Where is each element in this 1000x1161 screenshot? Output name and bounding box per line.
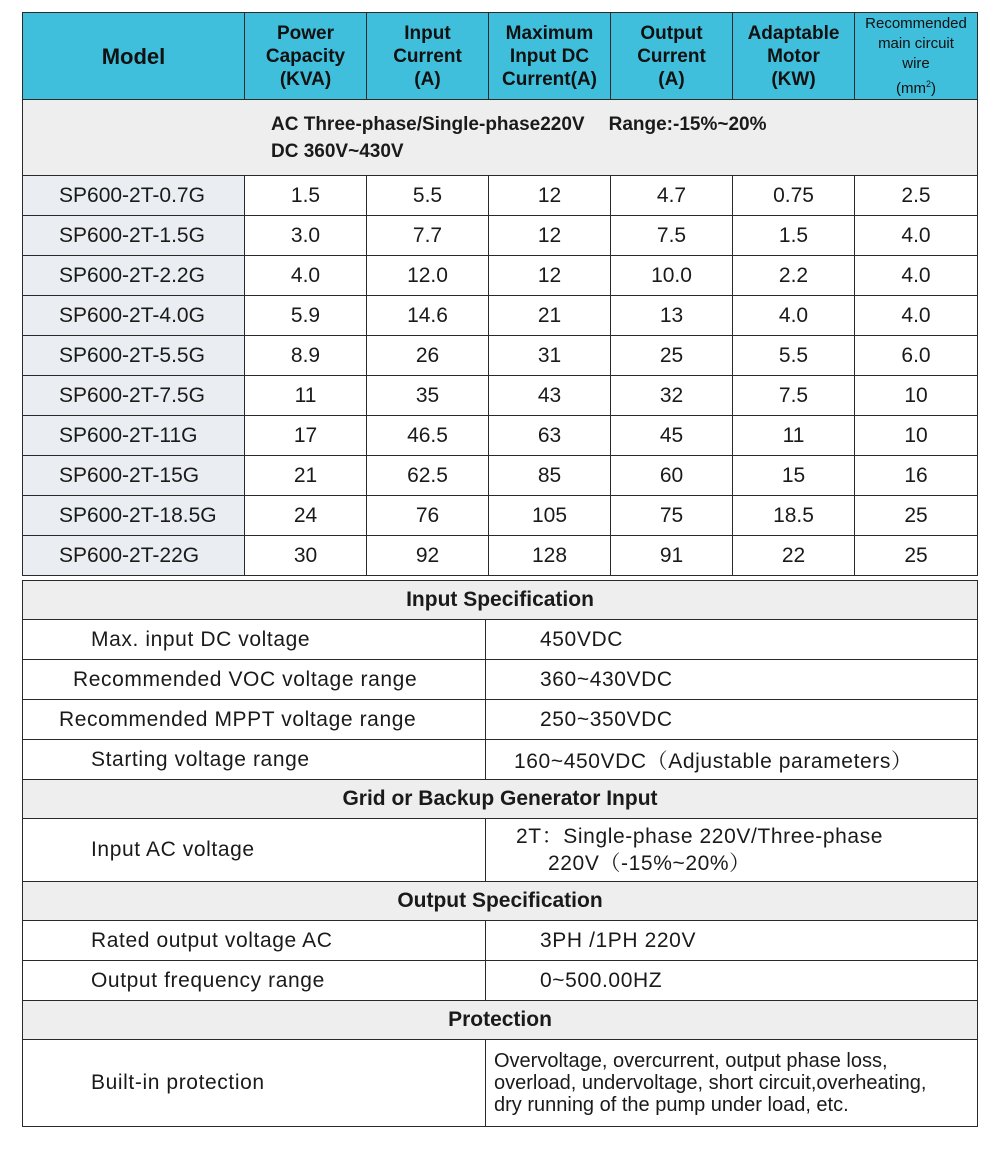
spec-label: Max. input DC voltage (23, 620, 486, 660)
header-model: Model (23, 13, 245, 100)
header-max-input-dc-current: Maximum Input DC Current(A) (489, 13, 611, 100)
value-cell: 16 (855, 456, 978, 496)
value-cell: 32 (611, 376, 733, 416)
range-line2: DC 360V~430V (271, 140, 404, 162)
value-cell: 3.0 (245, 216, 367, 256)
grid-input-heading: Grid or Backup Generator Input (23, 780, 978, 819)
input-spec-heading: Input Specification (23, 581, 978, 620)
range-line1-a: AC Three-phase/Single-phase220V (271, 113, 585, 135)
model-cell: SP600-2T-11G (23, 416, 245, 456)
value-cell: 62.5 (367, 456, 489, 496)
protection-heading: Protection (23, 1001, 978, 1040)
spec-value: 450VDC (486, 620, 978, 660)
value-cell: 6.0 (855, 336, 978, 376)
value-cell: 26 (367, 336, 489, 376)
header-adaptable-motor: Adaptable Motor (KW) (733, 13, 855, 100)
spec-row-built-in-protection (23, 1040, 978, 1127)
spec-row-mppt-range (23, 700, 978, 740)
value-cell: 92 (367, 536, 489, 576)
model-cell: SP600-2T-18.5G (23, 496, 245, 536)
value-cell: 2.5 (855, 176, 978, 216)
value-cell: 11 (733, 416, 855, 456)
value-cell: 10.0 (611, 256, 733, 296)
model-cell: SP600-2T-5.5G (23, 336, 245, 376)
value-cell: 12 (489, 256, 611, 296)
value-cell: 35 (367, 376, 489, 416)
spec-label: Output frequency range (23, 961, 486, 1001)
table-row (23, 376, 978, 416)
model-spec-table (22, 12, 978, 576)
value-cell: 4.0 (855, 256, 978, 296)
value-cell: 25 (611, 336, 733, 376)
table-row (23, 216, 978, 256)
spec-value: Overvoltage, overcurrent, output phase loss, overload, undervoltage, short circuit,overheating, dry running of the pump under load, etc. (486, 1040, 978, 1127)
value-cell: 91 (611, 536, 733, 576)
value-cell: 4.0 (245, 256, 367, 296)
range-line1-b: Range:-15%~20% (608, 113, 767, 135)
spec-value: 0~500.00HZ (486, 961, 978, 1001)
value-cell: 14.6 (367, 296, 489, 336)
value-cell: 25 (855, 496, 978, 536)
value-cell: 1.5 (245, 176, 367, 216)
table-row (23, 496, 978, 536)
value-cell: 7.5 (733, 376, 855, 416)
spec-row-voc-range (23, 660, 978, 700)
value-cell: 5.9 (245, 296, 367, 336)
value-cell: 75 (611, 496, 733, 536)
value-cell: 7.5 (611, 216, 733, 256)
spec-label: Input AC voltage (23, 819, 486, 882)
input-range-row (23, 100, 978, 176)
header-wire: Recommended main circuit wire $(mm^2)$ (855, 13, 978, 100)
spec-row-rated-output (23, 921, 978, 961)
value-cell: 5.5 (733, 336, 855, 376)
value-cell: 10 (855, 416, 978, 456)
value-cell: 85 (489, 456, 611, 496)
value-cell: 76 (367, 496, 489, 536)
value-cell: 21 (245, 456, 367, 496)
value-cell: 25 (855, 536, 978, 576)
spec-row-output-frequency (23, 961, 978, 1001)
value-cell: 60 (611, 456, 733, 496)
model-table-header (23, 13, 978, 100)
spec-value: 160~450VDC（Adjustable parameters） (486, 740, 978, 780)
table-row (23, 256, 978, 296)
value-cell: 17 (245, 416, 367, 456)
table-row (23, 176, 978, 216)
value-cell: 7.7 (367, 216, 489, 256)
value-cell: 30 (245, 536, 367, 576)
value-cell: 8.9 (245, 336, 367, 376)
value-cell: 4.7 (611, 176, 733, 216)
spec-label: Recommended MPPT voltage range (23, 700, 486, 740)
output-spec-heading: Output Specification (23, 882, 978, 921)
value-cell: 22 (733, 536, 855, 576)
spec-row-starting-voltage (23, 740, 978, 780)
spec-label: Rated output voltage AC (23, 921, 486, 961)
spec-value: 3PH /1PH 220V (486, 921, 978, 961)
value-cell: 4.0 (855, 216, 978, 256)
value-cell: 5.5 (367, 176, 489, 216)
spec-label: Built-in protection (23, 1040, 486, 1127)
value-cell: 24 (245, 496, 367, 536)
value-cell: 4.0 (855, 296, 978, 336)
value-cell: 31 (489, 336, 611, 376)
value-cell: 21 (489, 296, 611, 336)
value-cell: 46.5 (367, 416, 489, 456)
model-cell: SP600-2T-7.5G (23, 376, 245, 416)
header-input-current: Input Current (A) (367, 13, 489, 100)
value-cell: 12 (489, 176, 611, 216)
model-cell: SP600-2T-1.5G (23, 216, 245, 256)
model-cell: SP600-2T-4.0G (23, 296, 245, 336)
spec-row-input-ac-voltage (23, 819, 978, 882)
value-cell: 13 (611, 296, 733, 336)
table-row (23, 336, 978, 376)
value-cell: 105 (489, 496, 611, 536)
header-output-current: Output Current (A) (611, 13, 733, 100)
value-cell: 10 (855, 376, 978, 416)
value-cell: 15 (733, 456, 855, 496)
model-cell: SP600-2T-22G (23, 536, 245, 576)
value-cell: 63 (489, 416, 611, 456)
header-power-capacity: Power Capacity (KVA) (245, 13, 367, 100)
value-cell: 1.5 (733, 216, 855, 256)
value-cell: 11 (245, 376, 367, 416)
spec-label: Starting voltage range (23, 740, 486, 780)
table-row (23, 536, 978, 576)
general-spec-table (22, 580, 978, 1127)
spec-value: 250~350VDC (486, 700, 978, 740)
value-cell: 18.5 (733, 496, 855, 536)
model-cell: SP600-2T-0.7G (23, 176, 245, 216)
value-cell: 128 (489, 536, 611, 576)
model-cell: SP600-2T-15G (23, 456, 245, 496)
spec-label: Recommended VOC voltage range (23, 660, 486, 700)
value-cell: 2.2 (733, 256, 855, 296)
value-cell: 12 (489, 216, 611, 256)
table-row (23, 416, 978, 456)
value-cell: 12.0 (367, 256, 489, 296)
spec-row-max-input-dc (23, 620, 978, 660)
table-row (23, 296, 978, 336)
spec-value: 2T：Single-phase 220V/Three-phase 220V（-15%~20%） (486, 819, 978, 882)
value-cell: 0.75 (733, 176, 855, 216)
value-cell: 45 (611, 416, 733, 456)
table-row (23, 456, 978, 496)
spec-value: 360~430VDC (486, 660, 978, 700)
model-cell: SP600-2T-2.2G (23, 256, 245, 296)
value-cell: 4.0 (733, 296, 855, 336)
value-cell: 43 (489, 376, 611, 416)
